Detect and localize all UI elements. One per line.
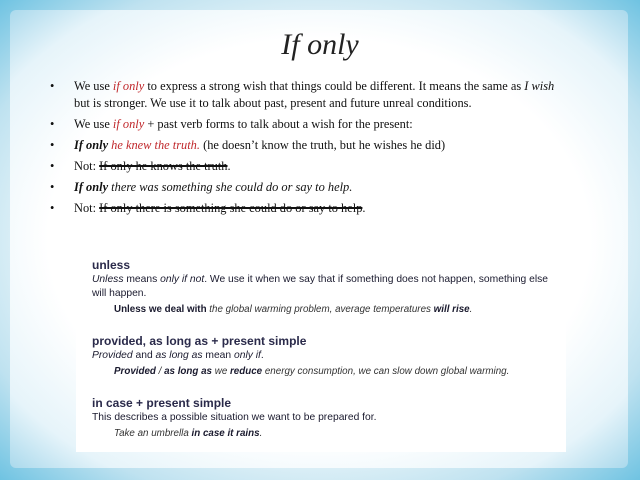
bullet-dot: •: [50, 79, 55, 93]
section-heading: in case + present simple: [92, 396, 232, 410]
bullet-item: • Not: If only there is something she could do or say to help.: [50, 201, 366, 215]
section-unless: [92, 258, 562, 316]
bullet-dot: •: [50, 138, 55, 152]
grammar-reference-box: [76, 248, 566, 452]
bullet-item: • Not: If only he knows the truth.: [50, 159, 231, 173]
section-heading: unless: [92, 258, 131, 272]
bullet-item: • We use if only to express a strong wish that things could be different. It means the same as I wish but is stronger. We use it to talk about past, present and future unreal conditions.: [50, 79, 555, 110]
bullet-item: • If only there was something she could do or say to help.: [50, 180, 353, 194]
bullet-list: [50, 78, 570, 221]
section-explanation: Unless means only if not. We use it when we say that if something does not happen, something else will happen.: [92, 274, 549, 299]
section-example: Provided / as long as we reduce energy consumption, we can slow down global warming.: [114, 366, 510, 377]
bullet-item: • If only he knew the truth. (he doesn’t know the truth, but he wishes he did): [50, 138, 446, 152]
bullet-dot: •: [50, 180, 55, 194]
bullet-item: • We use if only + past verb forms to talk about a wish for the present:: [50, 117, 413, 131]
section-example: Unless we deal with the global warming problem, average temperatures will rise.: [114, 304, 473, 315]
slide-title: If only: [281, 28, 359, 61]
section-example: Take an umbrella in case it rains.: [114, 428, 263, 439]
section-heading: provided, as long as + present simple: [92, 334, 307, 348]
section-provided: [92, 334, 562, 378]
bullet-dot: •: [50, 117, 55, 131]
bullet-dot: •: [50, 201, 55, 215]
bullet-dot: •: [50, 159, 55, 173]
section-explanation: Provided and as long as mean only if.: [92, 350, 264, 361]
section-in-case: [92, 396, 562, 440]
section-explanation: This describes a possible situation we want to be prepared for.: [92, 412, 377, 423]
